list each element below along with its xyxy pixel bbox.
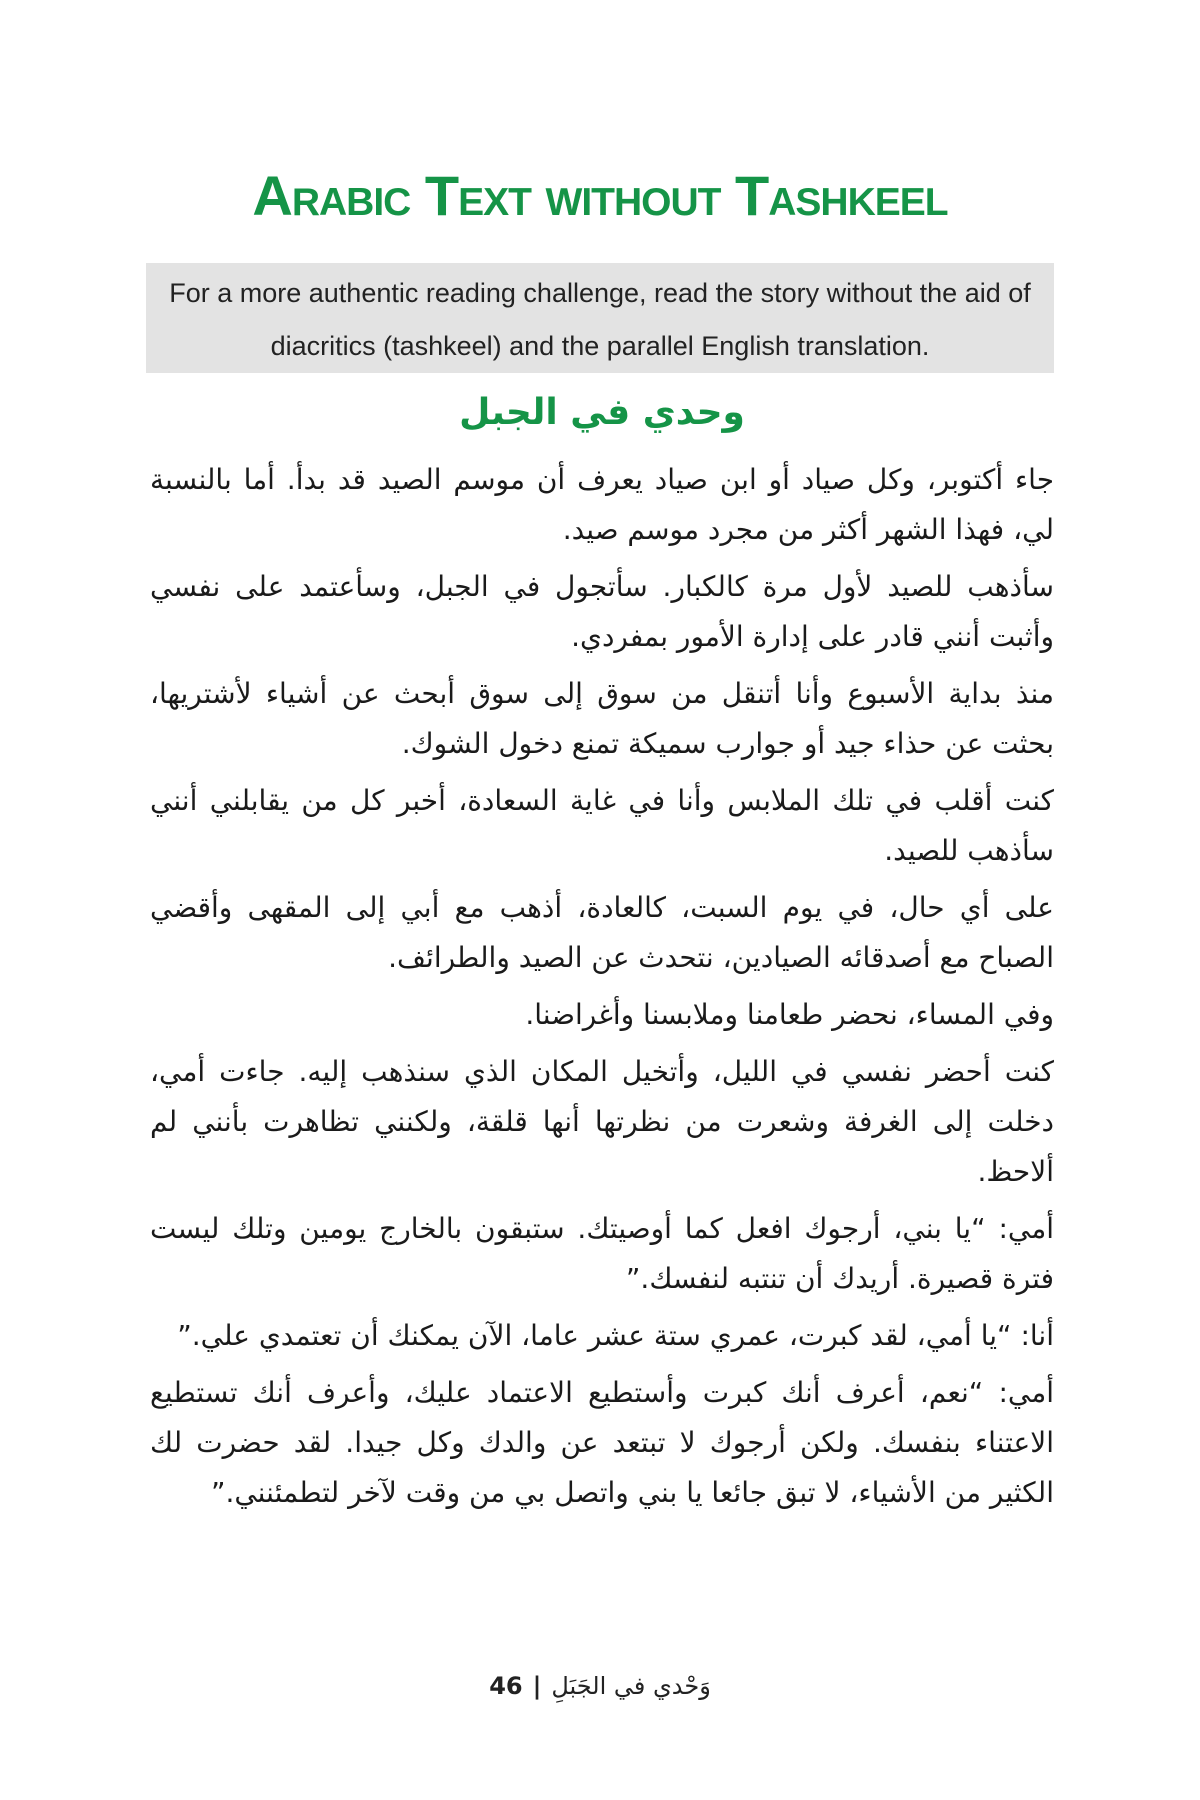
page-number: 46 <box>489 1672 523 1700</box>
story-paragraph: كنت أحضر نفسي في الليل، وأتخيل المكان الذي سنذهب إليه. جاءت أمي، دخلت إلى الغرفة وشعرت من نظرتها أنها قلقة، ولكنني تظاهرت بأنني لم ألاحظ. <box>150 1055 1054 1188</box>
story-paragraph: سأذهب للصيد لأول مرة كالكبار. سأتجول في الجبل، وسأعتمد على نفسي وأثبت أنني قادر على إدارة الأمور بمفردي. <box>150 570 1054 653</box>
story-paragraph: أمي: “نعم، أعرف أنك كبرت وأستطيع الاعتماد عليك، وأعرف أنك تستطيع الاعتناء بنفسك. ولكن أرجوك لا تبتعد عن والدك وكل جيدا. لقد حضرت لك الكثير من الأشياء، لا تبق جائعا يا بني واتصل بي من وقت لآخر لتطمئنني.” <box>150 1376 1054 1509</box>
story-paragraph: وفي المساء، نحضر طعامنا وملابسنا وأغراضنا. <box>525 998 1054 1031</box>
title-initial-3: T <box>735 164 769 227</box>
story-paragraph: أمي: “يا بني، أرجوك افعل كما أوصيتك. ستبقون بالخارج يومين وتلك ليست فترة قصيرة. أريدك أن تنتبه لنفسك.” <box>150 1212 1054 1295</box>
story-paragraph: على أي حال، في يوم السبت، كالعادة، أذهب مع أبي إلى المقهى وأقضي الصباح مع أصدقائه الصيادين، نتحدث عن الصيد والطرائف. <box>150 891 1054 974</box>
story-paragraph: كنت أقلب في تلك الملابس وأنا في غاية السعادة، أخبر كل من يقابلني أنني سأذهب للصيد. <box>150 784 1054 867</box>
title-rest-2: ext without <box>458 164 736 227</box>
intro-box <box>146 263 1054 373</box>
title-initial-1: A <box>252 164 292 227</box>
story-paragraph: أنا: “يا أمي، لقد كبرت، عمري ستة عشر عاما، الآن يمكنك أن تعتمدي علي.” <box>177 1319 1054 1352</box>
story-title: وحدي في الجبل <box>459 392 745 433</box>
story-paragraph: جاء أكتوبر، وكل صياد أو ابن صياد يعرف أن موسم الصيد قد بدأ. أما بالنسبة لي، فهذا الشهر أكثر من مجرد موسم صيد. <box>150 463 1054 546</box>
story-paragraph: منذ بداية الأسبوع وأنا أتنقل من سوق إلى سوق أبحث عن أشياء لأشتريها، بحثت عن حذاء جيد أو جوارب سميكة تمنع دخول الشوك. <box>150 677 1054 760</box>
story-body <box>150 385 1054 1525</box>
title-rest-1: rabic <box>291 164 425 227</box>
title-initial-2: T <box>424 164 459 227</box>
intro-text: For a more authentic reading challenge, read the story without the aid of diacritics (tashkeel) and the parallel English translation. <box>169 278 1031 361</box>
page-title <box>0 160 1200 232</box>
page-footer <box>0 1665 1200 1706</box>
footer-divider: | <box>532 1672 542 1700</box>
footer-book-title: وَحْدي في الجَبَلِ <box>551 1672 711 1700</box>
title-rest-3: ashkeel <box>768 164 948 227</box>
